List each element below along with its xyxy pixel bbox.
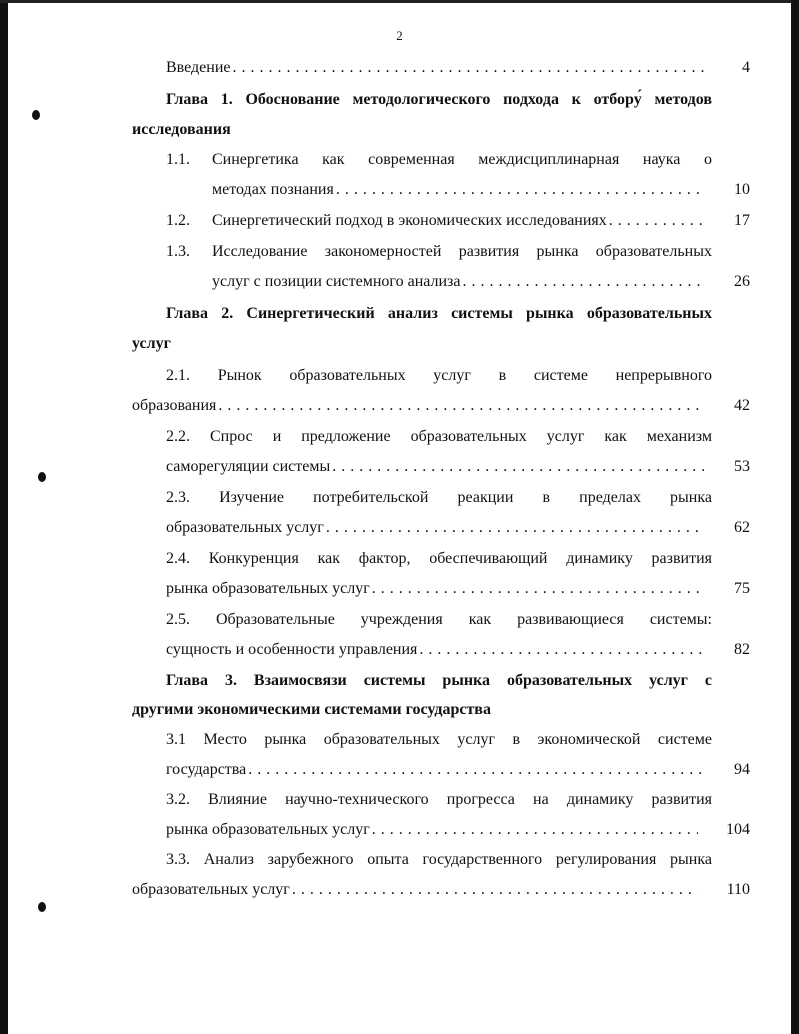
toc-page-number: 53 [734, 458, 750, 475]
toc-entry-1-2[interactable] [212, 211, 706, 231]
chapter-1-heading[interactable]: Глава 1. Обоснование методологического подхода к отбору́ методов [166, 91, 712, 108]
toc-entry-1-1-cont [212, 180, 706, 200]
toc-entry-2-5-cont [166, 640, 706, 660]
section-number: 1.3. [166, 243, 190, 260]
toc-entry-3-1[interactable]: 3.1 Место рынка образовательных услуг в экономической системе [166, 731, 712, 748]
page-number: 2 [396, 28, 403, 43]
leader-dots [233, 58, 705, 78]
toc-entry-title: образовательных услуг [166, 519, 324, 536]
leader-dots [248, 760, 704, 780]
toc-page-number: 104 [726, 821, 750, 838]
toc-page-number: 10 [734, 181, 750, 198]
toc-entry-1-3[interactable]: Исследование закономерностей развития рынка образовательных [212, 243, 712, 260]
toc-entry-1-3-cont [212, 272, 706, 292]
punch-hole-mark [32, 110, 40, 120]
leader-dots [372, 820, 698, 840]
toc-page-number: 82 [734, 641, 750, 658]
toc-entry-title: сущность и особенности управления [166, 641, 418, 658]
toc-entry-2-5[interactable]: 2.5. Образовательные учреждения как развивающиеся системы: [166, 611, 712, 628]
leader-dots [218, 396, 704, 416]
scan-border-top [0, 0, 799, 3]
toc-page-number: 94 [734, 761, 750, 778]
chapter-2-heading-cont: услуг [132, 335, 171, 352]
toc-page-number: 17 [734, 212, 750, 229]
toc-page-number: 42 [734, 397, 750, 414]
leader-dots [332, 457, 704, 477]
toc-page-number: 62 [734, 519, 750, 536]
toc-page-number: 4 [742, 59, 750, 76]
scan-border-right [791, 0, 799, 1034]
toc-entry-title: Введение [166, 59, 231, 76]
toc-entry-3-2[interactable]: 3.2. Влияние научно-технического прогресса на динамику развития [166, 791, 712, 808]
toc-entry-3-2-cont [166, 820, 700, 840]
toc-entry-2-3[interactable]: 2.3. Изучение потребительской реакции в пределах рынка [166, 489, 712, 506]
toc-page-number: 26 [734, 273, 750, 290]
toc-entry-title: услуг с позиции системного анализа [212, 273, 461, 290]
leader-dots [336, 180, 704, 200]
toc-entry-title: образовательных услуг [132, 881, 290, 898]
toc-entry-2-2[interactable]: 2.2. Спрос и предложение образовательных услуг как механизм [166, 428, 712, 445]
toc-entry-title: образования [132, 397, 217, 414]
toc-entry-3-3[interactable]: 3.3. Анализ зарубежного опыта государственного регулирования рынка [166, 851, 712, 868]
toc-entry-title: методах познания [212, 181, 334, 198]
toc-entry-title: саморегуляции системы [166, 458, 331, 475]
leader-dots [292, 880, 698, 900]
punch-hole-mark [38, 902, 46, 912]
toc-page-number: 110 [726, 881, 750, 898]
toc-entry-2-1-cont [132, 396, 706, 416]
toc-entry-2-4-cont [166, 579, 706, 599]
leader-dots [419, 640, 704, 660]
chapter-3-heading[interactable]: Глава 3. Взаимосвязи системы рынка образовательных услуг с [166, 672, 712, 689]
toc-entry-2-2-cont [166, 457, 706, 477]
chapter-2-heading[interactable]: Глава 2. Синергетический анализ системы рынка образовательных [166, 305, 712, 322]
toc-entry-title: государства [166, 761, 247, 778]
leader-dots [326, 518, 704, 538]
toc-entry-title: рынка образовательных услуг [166, 580, 370, 597]
toc-entry-2-3-cont [166, 518, 706, 538]
toc-entry-3-1-cont [166, 760, 706, 780]
chapter-3-heading-cont: другими экономическими системами государства [132, 701, 491, 718]
toc-entry-2-4[interactable]: 2.4. Конкуренция как фактор, обеспечивающий динамику развития [166, 550, 712, 567]
leader-dots [609, 211, 704, 231]
chapter-1-heading-cont: исследования [132, 121, 231, 138]
toc-entry-title: Синергетический подход в экономических исследованиях [212, 212, 607, 229]
leader-dots [372, 579, 704, 599]
toc-entry-title: рынка образовательных услуг [166, 821, 370, 838]
toc-entry-1-1[interactable]: Синергетика как современная междисциплинарная наука о [212, 151, 712, 168]
section-number: 1.1. [166, 151, 190, 168]
leader-dots [462, 272, 704, 292]
toc-entry-intro[interactable] [166, 58, 706, 78]
toc-entry-3-3-cont [132, 880, 700, 900]
toc-entry-2-1[interactable]: 2.1. Рынок образовательных услуг в системе непрерывного [166, 367, 712, 384]
punch-hole-mark [38, 472, 46, 482]
scan-border-left [0, 0, 8, 1034]
section-number: 1.2. [166, 212, 190, 229]
toc-page-number: 75 [734, 580, 750, 597]
